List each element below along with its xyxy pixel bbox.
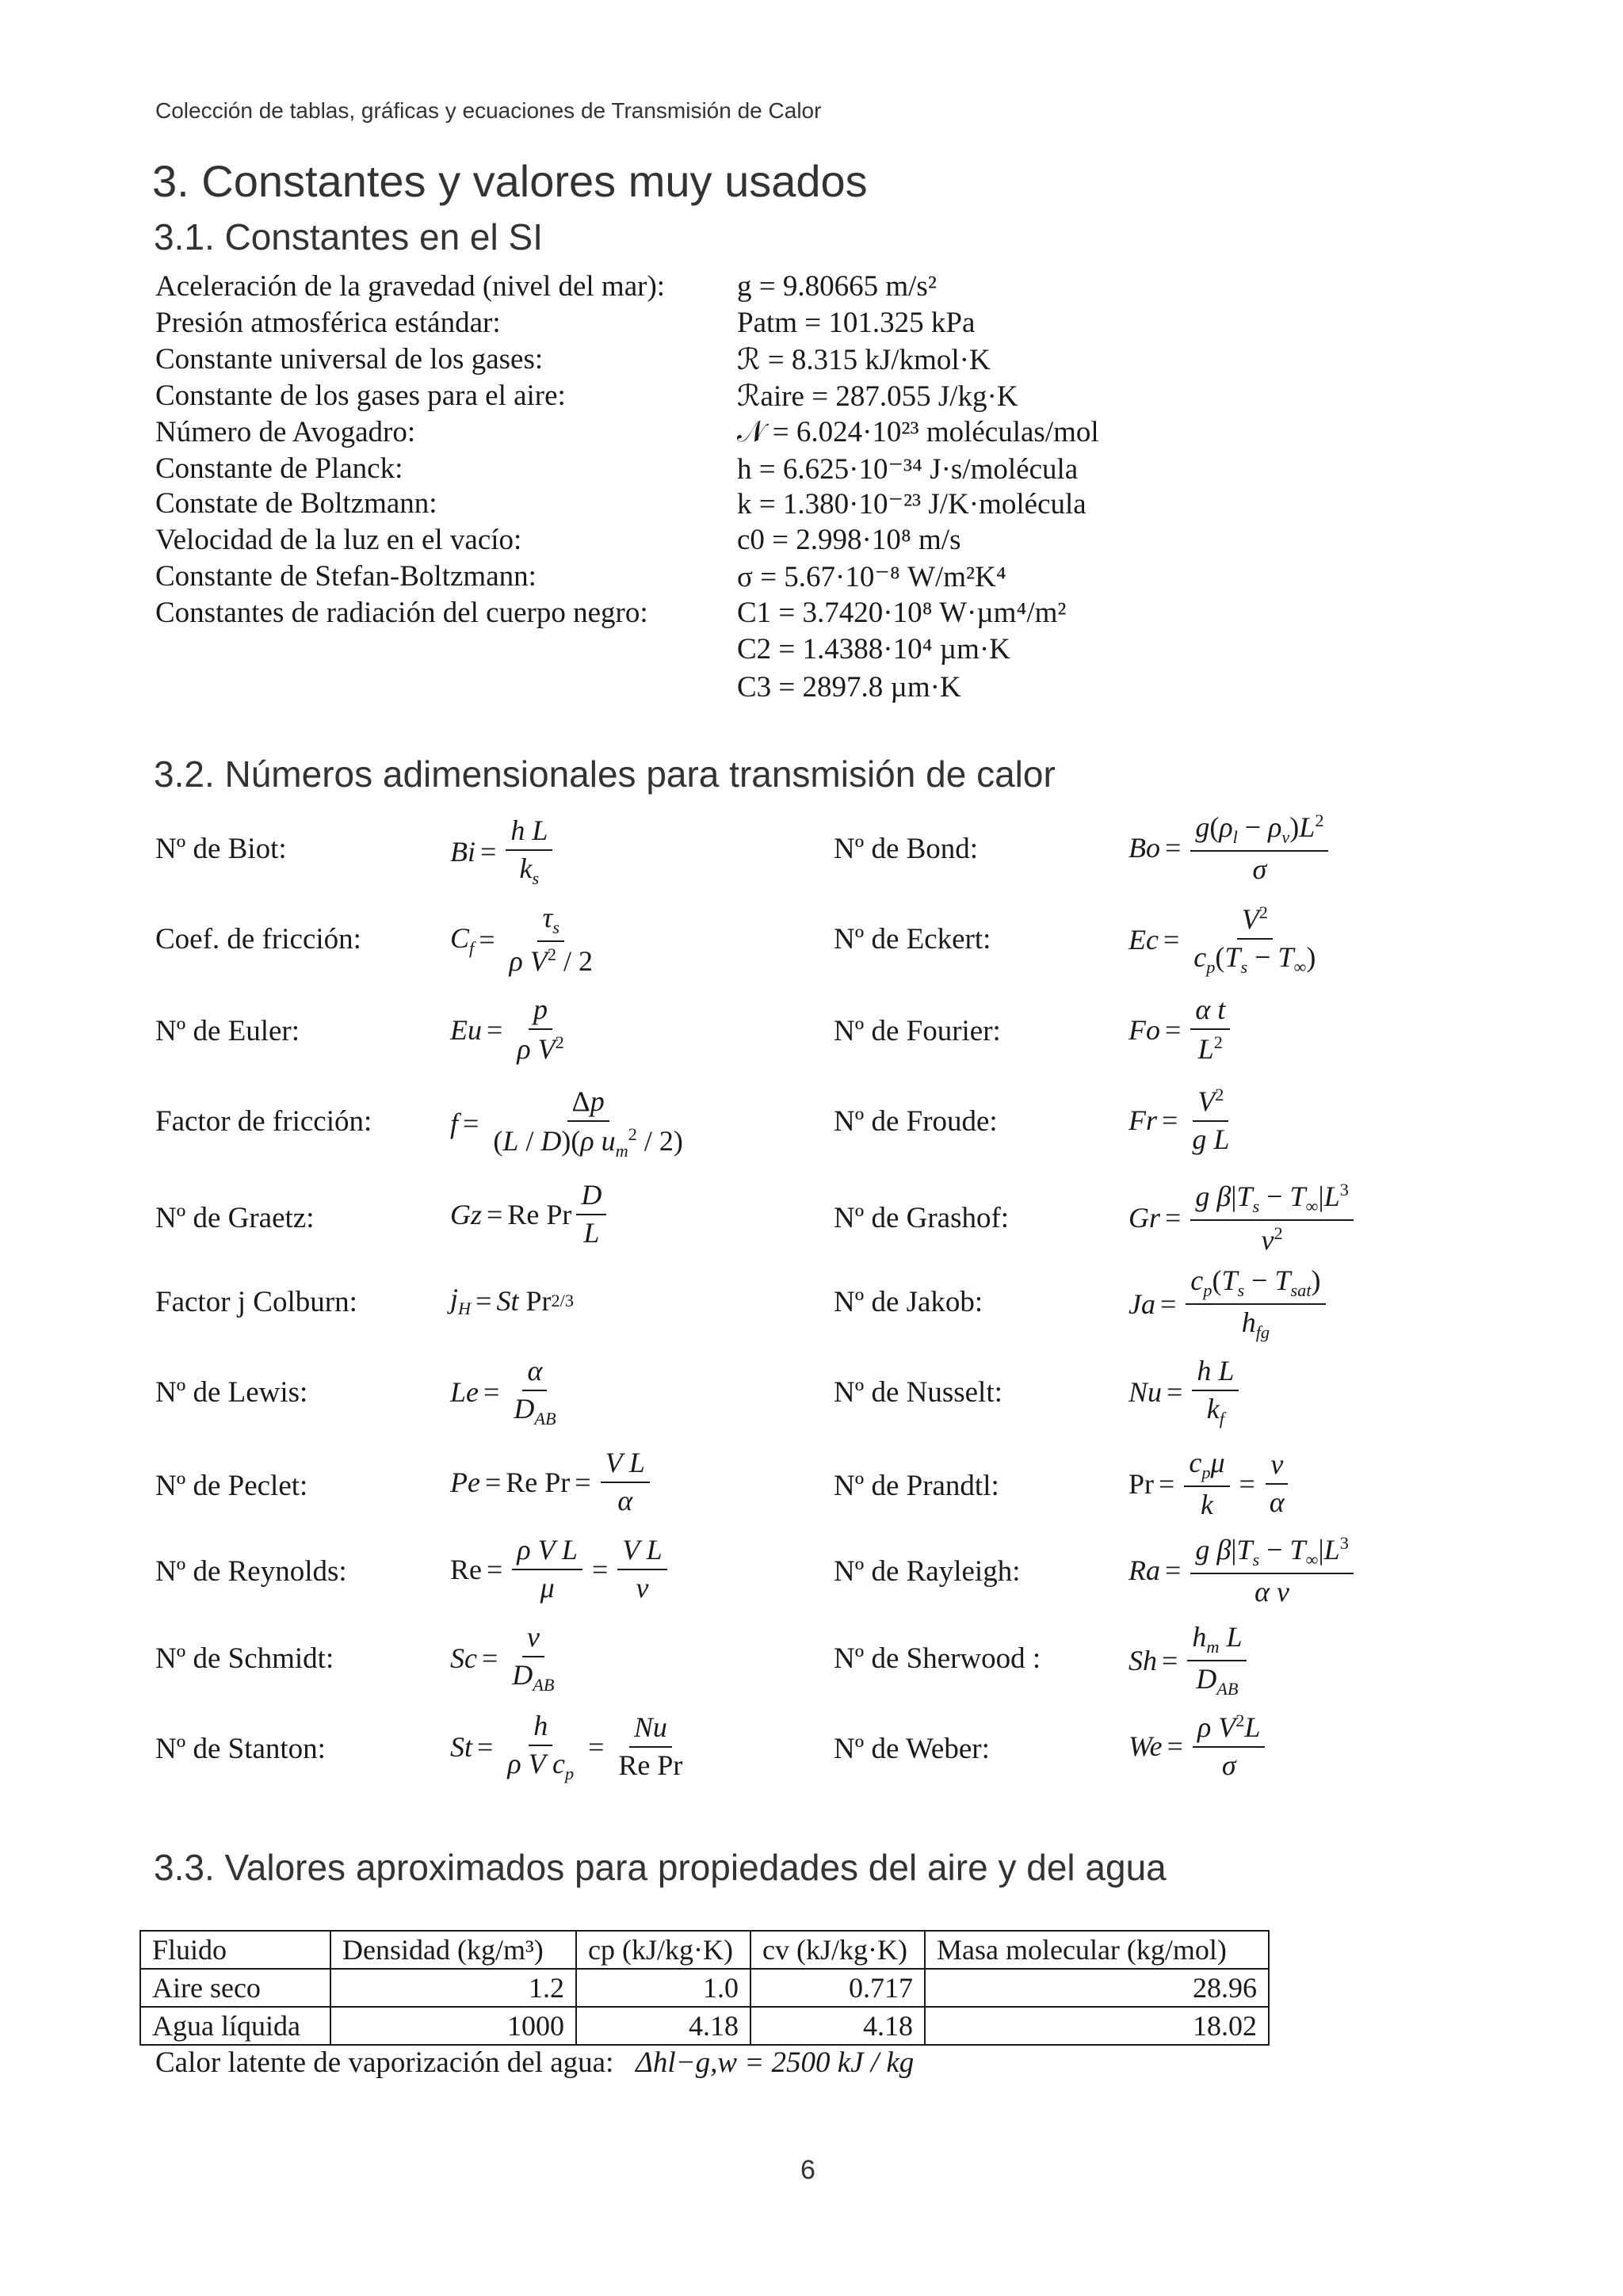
- formula-biot: Bi = $\frac{\text{h L}}{k_s}$: [450, 816, 557, 887]
- formula-friction-factor: f = $\frac{\Delta p}{(L / D)(\rho u_m^2 / 2)}$: [450, 1085, 683, 1161]
- constant-value: C2 = 1.4388·10⁴ µm·K: [737, 633, 1010, 666]
- latent-heat-label: Calor latente de vaporización del agua:: [155, 2046, 614, 2079]
- formula-friction-coefficient: $C_f$ = $\frac{\tau_s}{\rho V^2 / 2}$: [450, 902, 593, 977]
- table-cell: Agua líquida: [140, 2007, 330, 2045]
- dimensionless-label: Nº de Froude:: [834, 1105, 998, 1138]
- constant-label: Velocidad de la luz en el vacío:: [155, 524, 522, 556]
- formula-froude: Fr = $\frac{V^2}{\text{g L}}$: [1128, 1085, 1230, 1155]
- constant-label: Número de Avogadro:: [155, 416, 416, 448]
- constant-value: σ = 5.67·10⁻⁸ W/m²K⁴: [737, 561, 1006, 593]
- formula-eckert: Ec = $\frac{V^2}{c_p(T_s - T_\infty)}$: [1128, 902, 1316, 977]
- formula-grashof: Gr = $\frac{g \beta|T_s - T_\infty|L^3}{\nu^2}$: [1128, 1180, 1358, 1255]
- formula-fourier: Fo = $\frac{\text{α t}}{L^2}$: [1128, 995, 1235, 1065]
- constant-label: Constante universal de los gases:: [155, 343, 544, 376]
- dimensionless-label: Nº de Biot:: [155, 833, 287, 865]
- constant-value: ℛ = 8.315 kJ/kmol·K: [737, 344, 991, 376]
- constant-label: Aceleración de la gravedad (nivel del mar):: [155, 270, 666, 303]
- constant-value: C3 = 2897.8 µm·K: [737, 671, 961, 704]
- dimensionless-label: Nº de Prandtl:: [834, 1470, 999, 1502]
- subsection-title-properties: 3.3. Valores aproximados para propiedades del aire y del agua: [154, 1847, 1167, 1888]
- table-header-cell: cp (kJ/kg·K): [576, 1931, 750, 1969]
- dimensionless-label: Nº de Lewis:: [155, 1376, 308, 1409]
- table-header-cell: Masa molecular (kg/mol): [925, 1931, 1269, 1969]
- running-header: Colección de tablas, gráficas y ecuaciones de Transmisión de Calor: [155, 98, 822, 123]
- dimensionless-label: Nº de Schmidt:: [155, 1642, 334, 1675]
- properties-table: [139, 1930, 1270, 2046]
- constant-value: g = 9.80665 m/s²: [737, 270, 937, 303]
- constant-value: k = 1.380·10⁻²³ J/K·molécula: [737, 488, 1086, 521]
- formula-graetz: Gz = Re Pr $\frac{D}{L}$: [450, 1180, 611, 1249]
- formula-sherwood: Sh = $\frac{h_m L}{D_{AB}}$: [1128, 1623, 1251, 1698]
- constant-label: Constantes de radiación del cuerpo negro:: [155, 597, 648, 629]
- formula-euler: Eu = $\frac{p}{\rho V^2}$: [450, 994, 564, 1065]
- constant-value: ℛaire = 287.055 J/kg·K: [737, 380, 1018, 413]
- dimensionless-label: Nº de Stanton:: [155, 1733, 326, 1765]
- dimensionless-label: Coef. de fricción:: [155, 923, 361, 955]
- constant-label: Presión atmosférica estándar:: [155, 307, 501, 339]
- table-header-cell: Fluido: [140, 1931, 330, 1969]
- subsection-title-dimensionless: 3.2. Números adimensionales para transmisión de calor: [154, 753, 1056, 795]
- formula-rayleigh: Ra = $\frac{g \beta|T_s - T_\infty|L^3}{\text{α ν}}$: [1128, 1534, 1358, 1607]
- constant-value: 𝒩 = 6.024·10²³ moléculas/mol: [737, 416, 1099, 448]
- dimensionless-label: Nº de Peclet:: [155, 1470, 308, 1502]
- formula-weber: We = $\frac{\rho V^2L}{\sigma}$: [1128, 1711, 1270, 1781]
- constant-value: Patm = 101.325 kPa: [737, 307, 976, 339]
- table-header-row: [140, 1931, 1269, 1969]
- formula-stanton: St = $\frac{h}{\rho V c_p}$ = $\frac{Nu}{\text{Re Pr}}$: [450, 1710, 683, 1783]
- formula-reynolds: Re = $\frac{\text{ρ V L}}{\mu}$ = $\frac{\text{V L}}{\nu}$: [450, 1535, 672, 1604]
- formula-lewis: Le = $\frac{\alpha}{D_{AB}}$: [450, 1355, 556, 1428]
- table-cell: 4.18: [576, 2007, 750, 2045]
- dimensionless-label: Factor de fricción:: [155, 1105, 372, 1138]
- dimensionless-label: Nº de Reynolds:: [155, 1555, 347, 1588]
- constant-label: Constante de Stefan-Boltzmann:: [155, 560, 537, 593]
- formula-bond: Bo = $\frac{g(\rho_l - \rho_v)L^2}{\sigma}$: [1128, 811, 1333, 884]
- constant-value: h = 6.625·10⁻³⁴ J·s/molécula: [737, 453, 1079, 486]
- subsection-title-constants: 3.1. Constantes en el SI: [154, 216, 543, 257]
- constant-value: C1 = 3.7420·10⁸ W·µm⁴/m²: [737, 597, 1067, 629]
- dimensionless-label: Factor j Colburn:: [155, 1286, 357, 1318]
- formula-peclet: Pe = Re Pr = $\frac{\text{V L}}{\alpha}$: [450, 1448, 655, 1516]
- table-cell: 1000: [330, 2007, 576, 2045]
- dimensionless-label: Nº de Euler:: [155, 1015, 300, 1047]
- table-cell: 4.18: [750, 2007, 925, 2045]
- dimensionless-label: Nº de Fourier:: [834, 1015, 1001, 1047]
- dimensionless-label: Nº de Jakob:: [834, 1286, 983, 1318]
- section-title: 3. Constantes y valores muy usados: [152, 156, 868, 206]
- dimensionless-label: Nº de Nusselt:: [834, 1376, 1002, 1409]
- constant-label: Constante de los gases para el aire:: [155, 379, 566, 412]
- dimensionless-label: Nº de Weber:: [834, 1733, 990, 1765]
- table-cell: 0.717: [750, 1969, 925, 2007]
- formula-nusselt: Nu = $\frac{\text{h L}}{k_f}$: [1128, 1356, 1243, 1428]
- latent-heat-line: [155, 2046, 914, 2080]
- formula-schmidt: Sc = $\frac{\nu}{D_{AB}}$: [450, 1621, 555, 1695]
- dimensionless-label: Nº de Bond:: [834, 833, 979, 865]
- constant-label: Constante de Planck:: [155, 452, 403, 485]
- table-cell: Aire seco: [140, 1969, 330, 2007]
- table-cell: 1.2: [330, 1969, 576, 2007]
- constant-label: Constate de Boltzmann:: [155, 487, 437, 520]
- page-number: 6: [800, 2155, 815, 2185]
- table-header-cell: cv (kJ/kg·K): [750, 1931, 925, 1969]
- formula-prandtl: Pr = $\frac{c_p\mu}{k}$ = $\frac{\nu}{\alpha}$: [1128, 1448, 1294, 1520]
- constant-value: c0 = 2.998·10⁸ m/s: [737, 524, 961, 556]
- dimensionless-label: Nº de Grashof:: [834, 1202, 1010, 1234]
- table-row: [140, 2007, 1269, 2045]
- formula-colburn: $j_H$ = St Pr 2/3: [450, 1283, 574, 1319]
- dimensionless-label: Nº de Rayleigh:: [834, 1555, 1021, 1588]
- table-cell: 18.02: [925, 2007, 1269, 2045]
- table-cell: 1.0: [576, 1969, 750, 2007]
- table-header-cell: Densidad (kg/m³): [330, 1931, 576, 1969]
- dimensionless-label: Nº de Sherwood :: [834, 1642, 1041, 1675]
- latent-heat-value: Δhl−g,w = 2500 kJ / kg: [636, 2046, 915, 2079]
- dimensionless-label: Nº de Eckert:: [834, 923, 991, 955]
- dimensionless-label: Nº de Graetz:: [155, 1202, 315, 1234]
- table-row: [140, 1969, 1269, 2007]
- table-cell: 28.96: [925, 1969, 1269, 2007]
- formula-jakob: Ja = $\frac{c_p(T_s - T_{sat})}{h_{fg}}$: [1128, 1266, 1331, 1341]
